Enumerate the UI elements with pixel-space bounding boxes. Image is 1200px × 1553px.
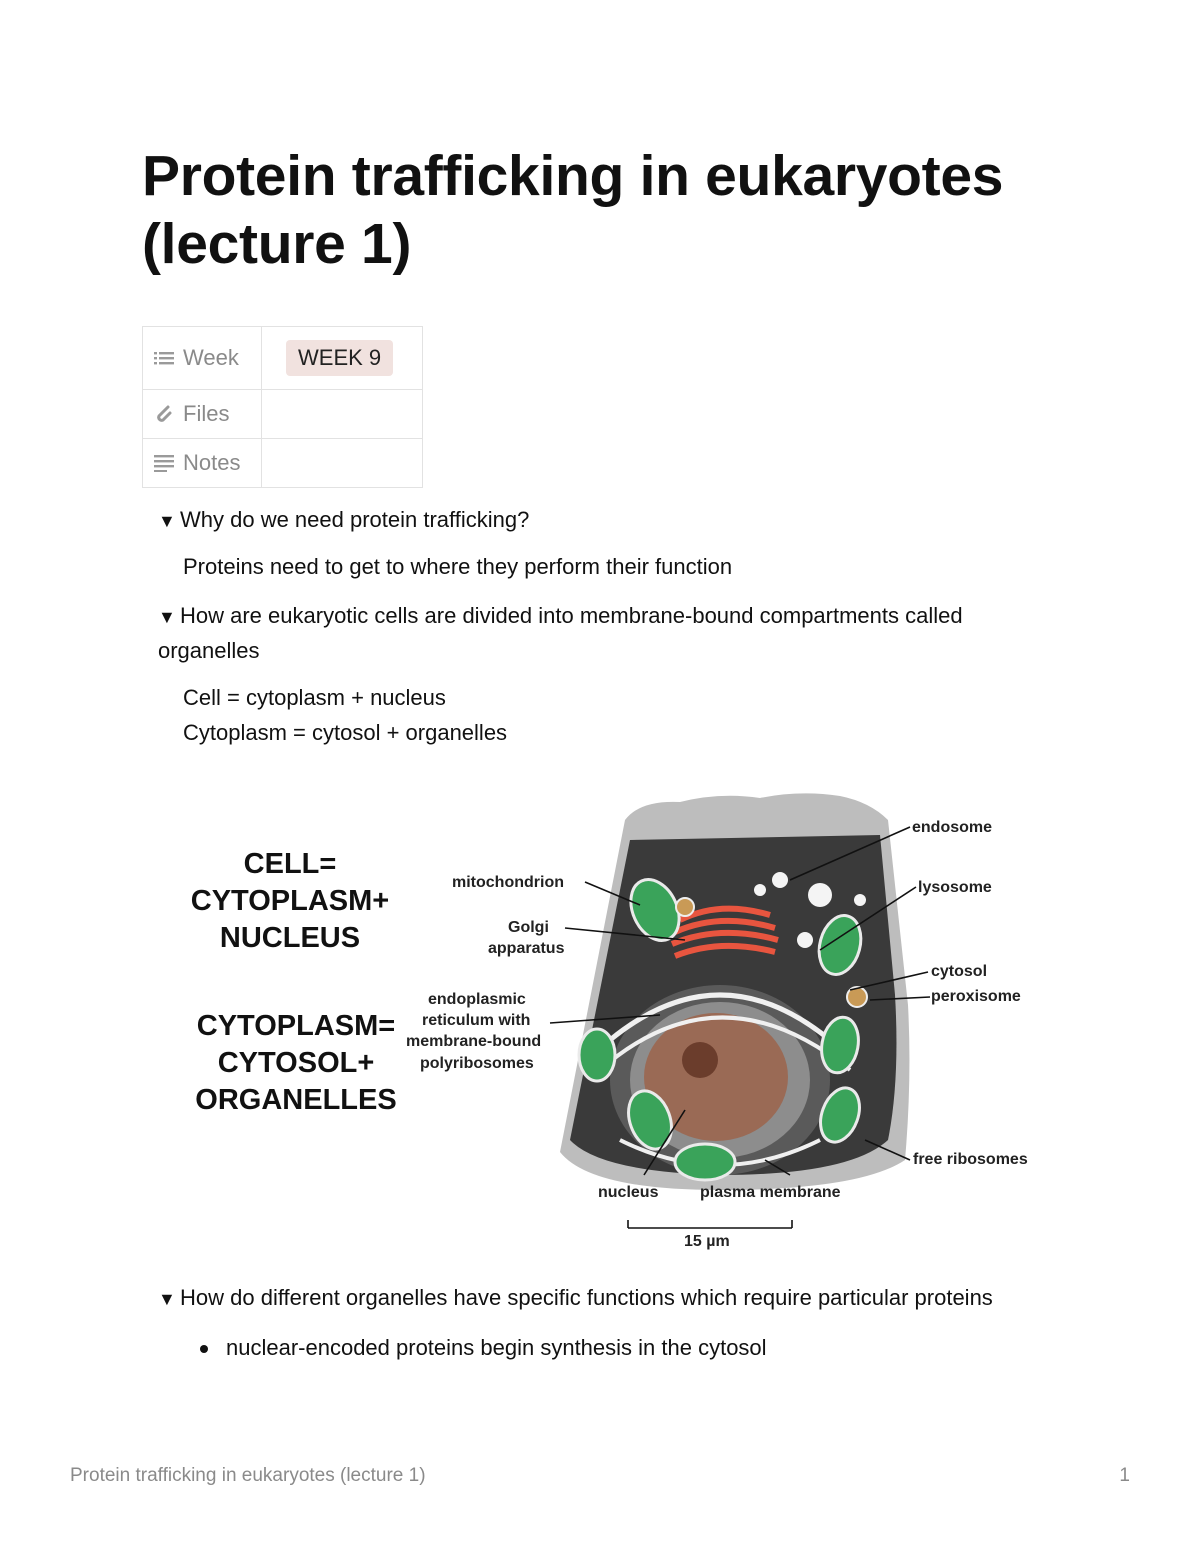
toggle-heading[interactable]: ▼ Why do we need protein trafficking? <box>158 503 529 538</box>
property-row-week[interactable] <box>143 327 423 390</box>
week-tag[interactable]: WEEK 9 <box>286 340 393 376</box>
property-row-files[interactable] <box>143 390 423 439</box>
files-value[interactable] <box>262 390 423 439</box>
property-row-notes[interactable] <box>143 439 423 488</box>
paperclip-icon <box>154 404 174 424</box>
label-er: endoplasmic <box>428 991 526 1008</box>
label-golgi: Golgi <box>508 919 549 936</box>
bullet-dot <box>200 1345 208 1353</box>
figure-text: CELL= <box>243 848 337 880</box>
figure-text: ORGANELLES <box>195 1084 397 1116</box>
list-icon <box>154 350 174 366</box>
figure-text: CYTOPLASM+ <box>190 885 390 917</box>
properties-table <box>142 326 423 488</box>
label-nucleus: nucleus <box>598 1184 659 1201</box>
cell-diagram <box>160 780 1060 1250</box>
figure-text: CYTOSOL+ <box>217 1047 375 1079</box>
property-label-files: Files <box>183 401 230 426</box>
label-peroxisome: peroxisome <box>931 988 1021 1005</box>
label-cytosol: cytosol <box>931 963 988 980</box>
bullet-item: nuclear-encoded proteins begin synthesis in the cytosol <box>226 1335 767 1360</box>
footer-title: Protein trafficking in eukaryotes (lecture 1) <box>70 1465 426 1486</box>
label-er: polyribosomes <box>420 1055 534 1072</box>
toggle-heading[interactable]: ▼ How do different organelles have specific functions which require particular proteins <box>158 1281 993 1316</box>
toggle-body-text: Proteins need to get to where they perform their function <box>183 554 733 579</box>
figure-text: NUCLEUS <box>219 922 361 954</box>
page-title: Protein trafficking in eukaryotes (lecture 1) <box>142 144 1004 276</box>
label-scale: 15 µm <box>684 1233 730 1250</box>
toggle-triangle-icon[interactable]: ▼ <box>158 1289 176 1309</box>
figure-text: CYTOPLASM= <box>196 1010 396 1042</box>
toggle-heading-continuation: organelles <box>158 638 260 663</box>
label-endosome: endosome <box>912 819 993 836</box>
label-mitochondrion: mitochondrion <box>452 874 564 891</box>
toggle-heading[interactable]: ▼ How are eukaryotic cells are divided into membrane-bound compartments called <box>158 599 963 634</box>
label-plasma-membrane: plasma membrane <box>700 1184 841 1201</box>
toggle-triangle-icon[interactable]: ▼ <box>158 511 176 531</box>
property-label-week: Week <box>183 345 239 370</box>
property-label-notes: Notes <box>183 450 241 475</box>
text-lines-icon <box>154 454 174 472</box>
toggle-body-text: Cytoplasm = cytosol + organelles <box>183 720 508 745</box>
label-golgi: apparatus <box>488 940 565 957</box>
cell-illustration <box>560 793 909 1190</box>
toggle-triangle-icon[interactable]: ▼ <box>158 607 176 627</box>
page-number: 1 <box>1119 1465 1130 1486</box>
label-er: membrane-bound <box>406 1033 542 1050</box>
label-lysosome: lysosome <box>918 879 992 896</box>
notes-value[interactable] <box>262 439 423 488</box>
label-free-ribosomes: free ribosomes <box>913 1151 1028 1168</box>
label-er: reticulum with <box>422 1012 531 1029</box>
toggle-body-text: Cell = cytoplasm + nucleus <box>183 685 446 710</box>
